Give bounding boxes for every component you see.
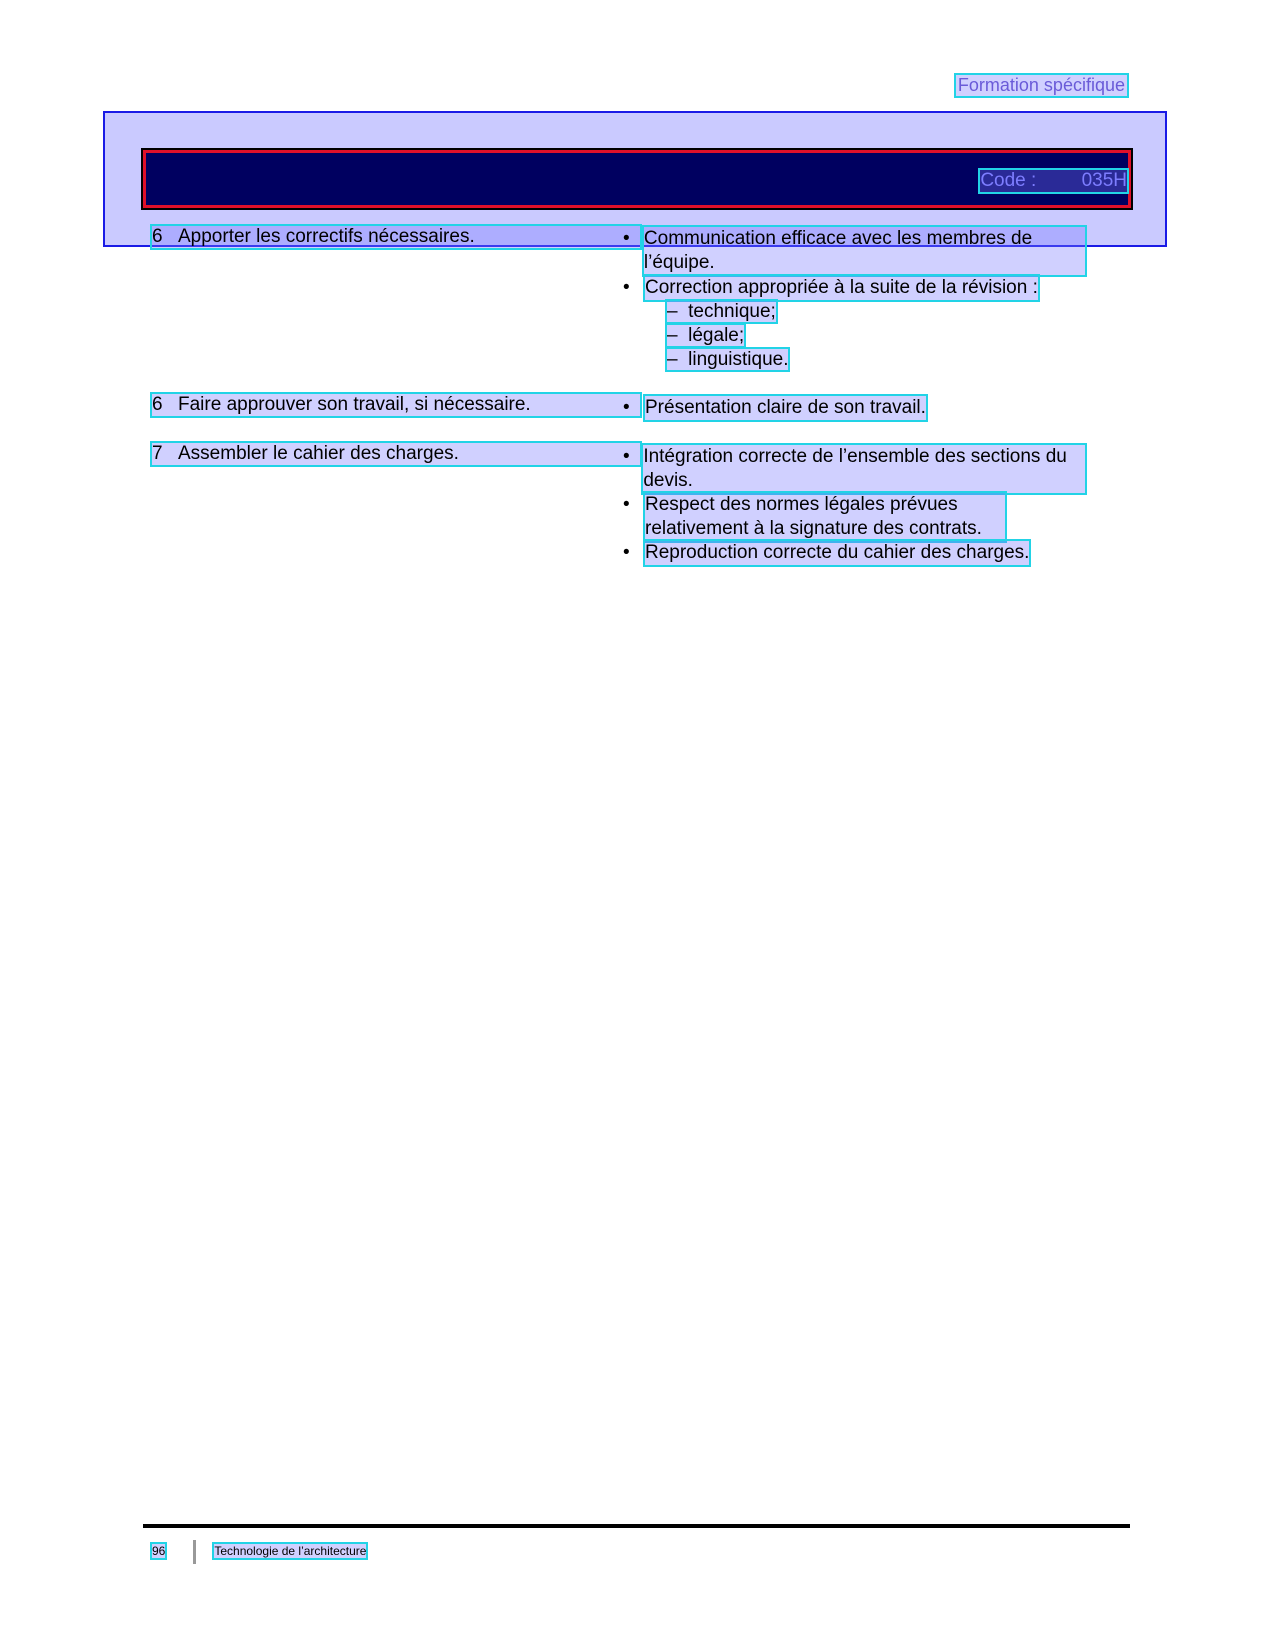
dash-icon: – [667, 349, 678, 370]
sub-criterion-text: légale; [688, 325, 745, 346]
criterion-item [623, 276, 1085, 300]
criterion-text: Respect des normes légales prévues relativement à la signature des contrats. [645, 493, 1005, 541]
sub-criterion [645, 348, 1085, 372]
criterion-item [623, 541, 1085, 565]
bullet-icon: • [623, 542, 630, 563]
bullet-icon: • [623, 277, 630, 298]
dash-icon: – [667, 325, 678, 346]
footer-divider [193, 1540, 196, 1564]
element-text: Faire approuver son travail, si nécessaire. [178, 394, 531, 415]
criterion-text: Reproduction correcte du cahier des charges. [645, 542, 1030, 563]
footer-rule [143, 1524, 1130, 1528]
sub-criterion-text: technique; [688, 301, 776, 322]
running-header: Formation spécifique [957, 75, 1125, 95]
element-row-1 [152, 226, 640, 248]
criterion-text: Communication efficace avec les membres de l’équipe. [644, 227, 1085, 275]
code-value: 035H [1081, 170, 1127, 191]
element-row-3 [152, 443, 640, 465]
bullet-icon: • [623, 446, 630, 467]
criterion-item [623, 445, 1085, 493]
criterion-text: Présentation claire de son travail. [645, 397, 926, 418]
sub-criterion [645, 324, 1085, 348]
page-number: 96 [152, 1544, 166, 1559]
code-label [980, 170, 1127, 192]
bullet-icon: • [623, 494, 630, 515]
code-label-text: Code : [980, 170, 1037, 191]
sub-criterion-text: linguistique. [688, 349, 789, 370]
criterion-text: Intégration correcte de l’ensemble des sections du devis. [643, 445, 1085, 493]
criteria-list-2 [623, 396, 1085, 420]
page-footer [152, 1540, 366, 1564]
element-number: 6 [152, 394, 163, 415]
bullet-icon: • [623, 397, 630, 418]
element-number: 7 [152, 443, 163, 464]
sub-criterion [645, 300, 1085, 324]
element-number: 6 [152, 226, 163, 247]
footer-title: Technologie de l’architecture [214, 1544, 367, 1559]
criteria-list-1 [623, 227, 1085, 372]
element-text: Assembler le cahier des charges. [178, 443, 459, 464]
element-text: Apporter les correctifs nécessaires. [178, 226, 475, 247]
criterion-item [623, 493, 1085, 541]
element-row-2 [152, 394, 640, 416]
criterion-text: Correction appropriée à la suite de la révision : [645, 277, 1038, 298]
criteria-list-3 [623, 445, 1085, 565]
criterion-item [623, 396, 1085, 420]
bullet-icon: • [623, 228, 630, 249]
criterion-item [623, 227, 1085, 275]
dash-icon: – [667, 301, 678, 322]
